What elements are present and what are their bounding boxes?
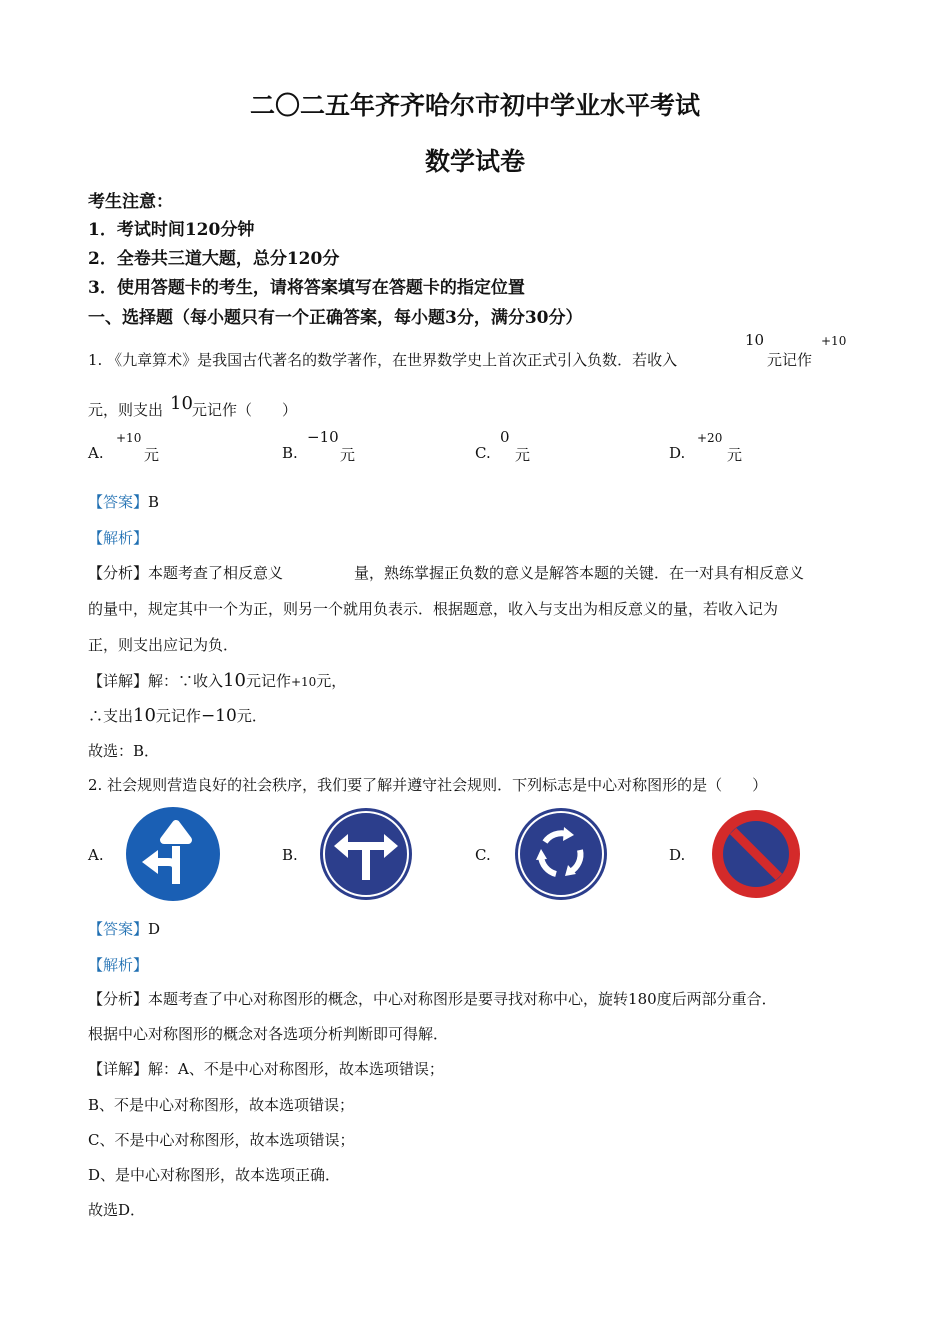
fenxi-tag: 【分析】 [88, 990, 149, 1008]
detail-text: 元记作 [245, 672, 291, 690]
detail-text: ∴支出 [88, 707, 134, 725]
q2-option-letter: A. [88, 846, 104, 864]
q2-text: 2. 社会规则营造良好的社会秩序，我们要了解并遵守社会规则．下列标志是中心对称图形的是（ ） [88, 776, 768, 794]
notice-item: 3．使用答题卡的考生，请将答案填写在答题卡的指定位置 [88, 278, 525, 298]
q1-conclusion: 故选：B． [88, 742, 160, 760]
analysis-tag: 【解析】 [88, 956, 149, 974]
left-or-right-sign-icon [318, 806, 414, 902]
q1-text: 元记作（ ） [192, 401, 298, 419]
roundabout-sign-icon [512, 806, 610, 902]
detail-num: +10 [290, 675, 317, 689]
q2-conclusion: 故选D． [88, 1201, 146, 1219]
detail-text: 元记作 [155, 707, 201, 725]
page-title: 二〇二五年齐齐哈尔市初中学业水平考试 [249, 91, 700, 120]
straight-or-left-sign-icon [124, 806, 222, 902]
q2-option-letter: D. [669, 846, 686, 864]
fenxi-tag: 【分析】 [88, 564, 149, 582]
q2-option-letter: C. [475, 846, 491, 864]
fenxi-text: 量，熟练掌握正负数的意义是解答本题的关键．在一对具有相反意义 [354, 564, 805, 582]
page-subtitle: 数学试卷 [424, 147, 525, 176]
q1-option-letter: B. [282, 444, 298, 462]
q1-num: 10 [170, 393, 193, 414]
q1-option-unit: 元 [515, 446, 531, 464]
detail-num: −10 [200, 706, 237, 726]
detail-text: C、不是中心对称图形，故本选项错误； [88, 1131, 355, 1149]
q1-option-unit: 元 [144, 446, 160, 464]
notice-item: 1．考试时间120分钟 [88, 220, 255, 240]
q1-fenxi [88, 562, 283, 583]
fenxi-text: 根据中心对称图形的概念对各选项分析判断即可得解． [88, 1025, 449, 1043]
q1-text: 元记作 [767, 351, 813, 369]
q1-option-value: +10 [116, 431, 142, 445]
detail-text: D、是中心对称图形，故本选项正确． [88, 1166, 341, 1184]
no-parking-sign-icon [709, 808, 803, 900]
fenxi-text: 正，则支出应记为负． [88, 636, 239, 654]
analysis-tag: 【解析】 [88, 529, 149, 547]
section-heading: 一、选择题（每小题只有一个正确答案，每小题3分，满分30分） [88, 308, 583, 328]
q1-option-letter: C. [475, 444, 491, 462]
detail-text: B、不是中心对称图形，故本选项错误； [88, 1096, 355, 1114]
q1-option-value: 0 [500, 428, 510, 446]
q1-option-value: −10 [307, 428, 339, 446]
q2-option-letter: B. [282, 846, 298, 864]
q1-text: 元，则支出 [88, 401, 164, 419]
fenxi-text: 本题考查了相反意义 [148, 564, 284, 582]
detail-text: 元， [316, 672, 347, 690]
q1-option-letter: A. [88, 444, 104, 462]
detail-num: 10 [223, 670, 246, 691]
answer-tag: 【答案】 [88, 920, 149, 938]
q2-fenxi [88, 988, 777, 1009]
notice-heading: 考生注意： [88, 192, 173, 212]
q1-option-unit: 元 [340, 446, 356, 464]
answer-tag: 【答案】 [88, 493, 149, 511]
notice-item: 2．全卷共三道大题，总分120分 [88, 249, 340, 269]
q1-num: +10 [821, 334, 847, 348]
q1-detail [88, 670, 346, 691]
detail-text: 元． [236, 707, 267, 725]
fenxi-text: 本题考查了中心对称图形的概念，中心对称图形是要寻找对称中心，旋转180度后两部分重合． [148, 990, 777, 1008]
q1-answer [88, 491, 159, 512]
q2-detail [88, 1058, 444, 1079]
answer-value: D [148, 920, 161, 938]
answer-value: B [148, 493, 160, 511]
detail-text: 解：A、不是中心对称图形，故本选项错误； [148, 1060, 444, 1078]
q1-option-unit: 元 [727, 446, 743, 464]
q1-option-letter: D. [669, 444, 686, 462]
fenxi-text: 的量中，规定其中一个为正，则另一个就用负表示．根据题意，收入与支出为相反意义的量，若收入记为 [88, 600, 779, 618]
detail-text: 解：∵收入 [148, 672, 224, 690]
detail-num: 10 [133, 705, 156, 726]
q1-num: 10 [745, 331, 765, 349]
detail-tag: 【详解】 [88, 672, 149, 690]
q1-option-value: +20 [697, 431, 723, 445]
q1-text: 1. 《九章算术》是我国古代著名的数学著作，在世界数学史上首次正式引入负数．若收入 [88, 351, 678, 369]
q1-detail [88, 705, 267, 726]
detail-tag: 【详解】 [88, 1060, 149, 1078]
q2-answer [88, 918, 160, 939]
